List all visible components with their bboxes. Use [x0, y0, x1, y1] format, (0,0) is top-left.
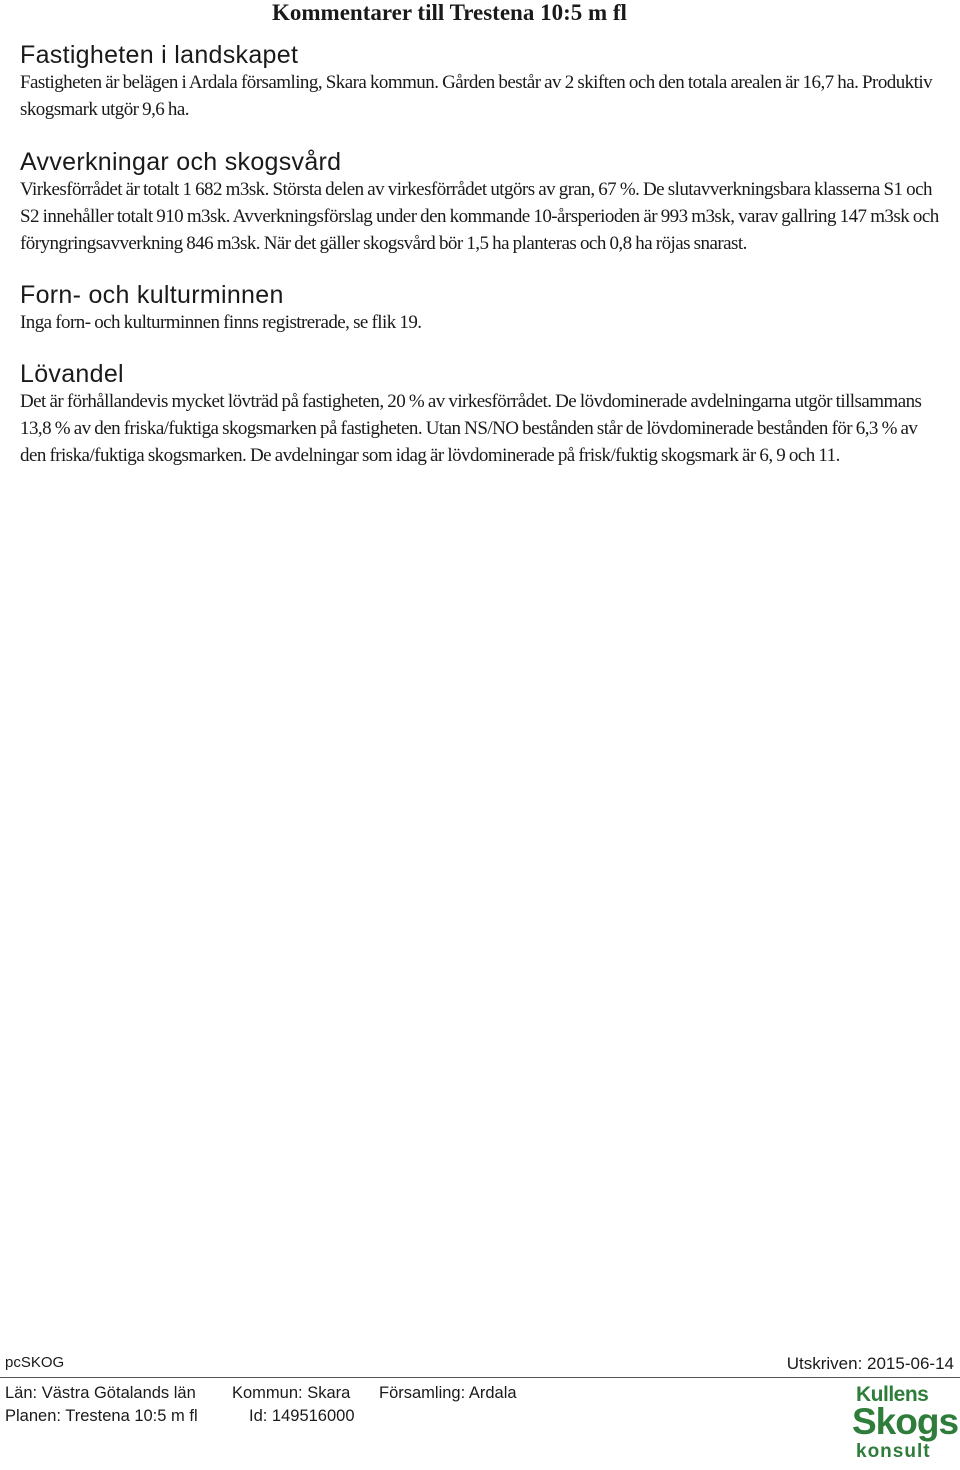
logo-line-konsult: konsult [856, 1441, 931, 1462]
footer-plan-name: Planen: Trestena 10:5 m fl [5, 1407, 198, 1425]
footer-plan-id: Id: 149516000 [249, 1407, 355, 1425]
logo-line-kullens: Kullens [856, 1383, 929, 1406]
section-heading: Lövandel [20, 360, 124, 389]
section-paragraph: Inga forn- och kulturminnen finns registrerade, se flik 19. [20, 311, 422, 333]
section-avverkningar [20, 147, 940, 257]
section-paragraph: Virkesförrådet är totalt 1 682 m3sk. Största delen av virkesförrådet utgörs av gran, 67 %. De slutavverkningsbara klasserna S1 och S2 innehåller totalt 910 m3sk. Avverkningsförslag under den kommande 10-årsperioden är 993 m3sk, varav gallring 147 m3sk och föryngringsavverkning 846 m3sk. När det gäller skogsvård bör 1,5 ha planteras och 0,8 ha röjas snarast. [20, 179, 939, 254]
section-paragraph: Fastigheten är belägen i Ardala församling, Skara kommun. Gården består av 2 skiften och den totala arealen är 16,7 ha. Produktiv skogsmark utgör 9,6 ha. [20, 72, 933, 120]
footer-municipality: Kommun: Skara [232, 1384, 351, 1402]
footer-parish: Församling: Ardala [379, 1384, 517, 1402]
section-lovandel [20, 359, 940, 469]
footer-print-date: Utskriven: 2015-06-14 [786, 1354, 954, 1373]
footer-divider [0, 1377, 960, 1378]
document-title: Kommentarer till Trestena 10:5 m fl [272, 0, 627, 25]
footer-county: Län: Västra Götalands län [5, 1384, 196, 1402]
section-paragraph: Det är förhållandevis mycket lövträd på fastigheten, 20 % av virkesförrådet. De lövdominerade avdelningarna utgör tillsammans 13,8 % av den friska/fuktiga skogsmarken på fastigheten. Utan NS/NO bestånden står de lövdominerade bestånden för 6,3 % av den friska/fuktiga skogsmarken. De avdelningar som idag är lövdominerade på frisk/fuktig skogsmark är 6, 9 och 11. [20, 391, 922, 466]
section-heading: Fastigheten i landskapet [20, 41, 299, 69]
section-fastigheten [20, 40, 940, 123]
section-fornminnen [20, 280, 940, 337]
section-heading: Forn- och kulturminnen [20, 280, 284, 309]
kullens-skogskonsult-logo [850, 1383, 959, 1466]
footer-software-name: pcSKOG [5, 1354, 65, 1371]
document-body [20, 40, 940, 469]
logo-line-skogs: Skogs [852, 1401, 959, 1442]
section-heading: Avverkningar och skogsvård [20, 148, 342, 177]
